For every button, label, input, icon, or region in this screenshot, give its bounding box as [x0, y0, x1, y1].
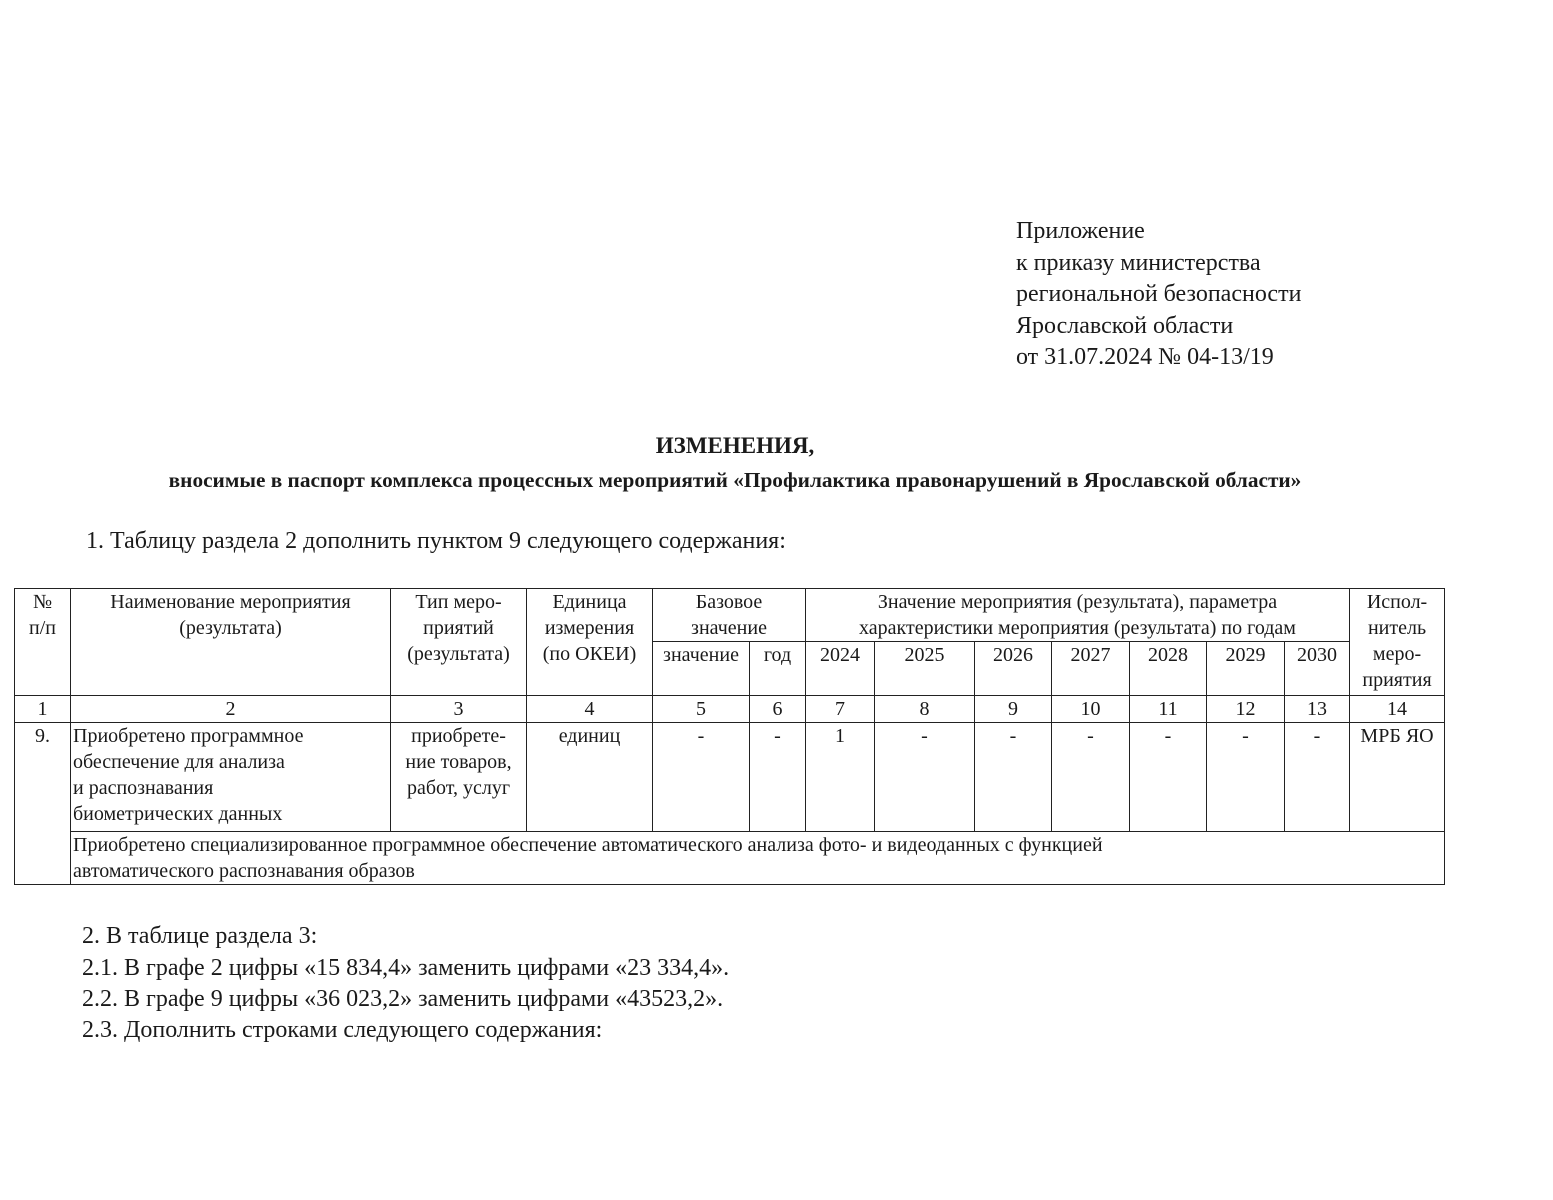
header-year: 2030	[1285, 642, 1350, 696]
column-number: 7	[806, 696, 875, 723]
appendix-line: Ярославской области	[1016, 312, 1234, 339]
row-executor: МРБ ЯО	[1350, 723, 1445, 832]
header-year: 2025	[875, 642, 975, 696]
header-name: Наименование мероприятия (результата)	[71, 589, 391, 696]
header-num: № п/п	[15, 589, 71, 696]
appendix-line: от 31.07.2024 № 04-13/19	[1016, 344, 1274, 370]
item-1-text: 1. Таблицу раздела 2 дополнить пунктом 9 следующего содержания:	[86, 528, 786, 554]
changes-table	[14, 588, 1445, 885]
column-numbers-row	[15, 696, 1445, 723]
column-number: 14	[1350, 696, 1445, 723]
row-base-year: -	[750, 723, 806, 832]
row-type: приобрете- ние товаров, работ, услуг	[391, 723, 527, 832]
appendix-line: к приказу министерства	[1016, 249, 1261, 276]
item-2-1-text: 2.1. В графе 2 цифры «15 834,4» заменить цифрами «23 334,4».	[82, 955, 730, 981]
header-base-year: год	[750, 642, 806, 696]
column-number: 4	[527, 696, 653, 723]
row-year-value: -	[875, 723, 975, 832]
row-year-value: -	[1130, 723, 1207, 832]
row-year-value: -	[1207, 723, 1285, 832]
column-number: 13	[1285, 696, 1350, 723]
column-number: 5	[653, 696, 750, 723]
appendix-line: региональной безопасности	[1016, 281, 1302, 307]
row-unit: единиц	[527, 723, 653, 832]
item-2-2-text: 2.2. В графе 9 цифры «36 023,2» заменить цифрами «43523,2».	[82, 986, 724, 1012]
row-base-value: -	[653, 723, 750, 832]
column-number: 2	[71, 696, 391, 723]
row-name: Приобретено программное обеспечение для анализа и распознавания биометрических данных	[71, 723, 391, 832]
table-description-row	[15, 832, 1445, 885]
column-number: 9	[975, 696, 1052, 723]
header-year: 2027	[1052, 642, 1130, 696]
row-description: Приобретено специализированное программное обеспечение автоматического анализа фото- и видеоданных с функцией автоматического распознавания образов	[71, 832, 1445, 885]
table-header-row	[15, 589, 1445, 642]
column-number: 6	[750, 696, 806, 723]
row-year-value: -	[975, 723, 1052, 832]
row-year-value: 1	[806, 723, 875, 832]
header-unit: Единица измерения (по ОКЕИ)	[527, 589, 653, 696]
header-year: 2029	[1207, 642, 1285, 696]
row-year-value: -	[1285, 723, 1350, 832]
document-subtitle: вносимые в паспорт комплекса процессных мероприятий «Профилактика правонарушений в Ярославской области»	[168, 468, 1302, 492]
appendix-block	[1016, 216, 1301, 374]
column-number: 8	[875, 696, 975, 723]
header-type: Тип меро- приятий (результата)	[391, 589, 527, 696]
table-row	[15, 723, 1445, 832]
column-number: 10	[1052, 696, 1130, 723]
appendix-line: Приложение	[1016, 218, 1145, 244]
item-2-heading: 2. В таблице раздела 3:	[82, 923, 318, 949]
header-base: Базовое значение	[653, 589, 806, 642]
column-number: 3	[391, 696, 527, 723]
column-number: 1	[15, 696, 71, 723]
document-title: ИЗМЕНЕНИЯ,	[655, 433, 815, 458]
item-2-3-text: 2.3. Дополнить строками следующего содержания:	[82, 1017, 603, 1043]
row-num: 9.	[15, 723, 71, 885]
column-number: 12	[1207, 696, 1285, 723]
header-base-value: значение	[653, 642, 750, 696]
header-values-by-year: Значение мероприятия (результата), параметра характеристики мероприятия (результата) по годам	[806, 589, 1350, 642]
row-year-value: -	[1052, 723, 1130, 832]
column-number: 11	[1130, 696, 1207, 723]
header-year: 2026	[975, 642, 1052, 696]
header-year: 2028	[1130, 642, 1207, 696]
header-year: 2024	[806, 642, 875, 696]
header-executor: Испол- нитель меро- приятия	[1350, 589, 1445, 696]
